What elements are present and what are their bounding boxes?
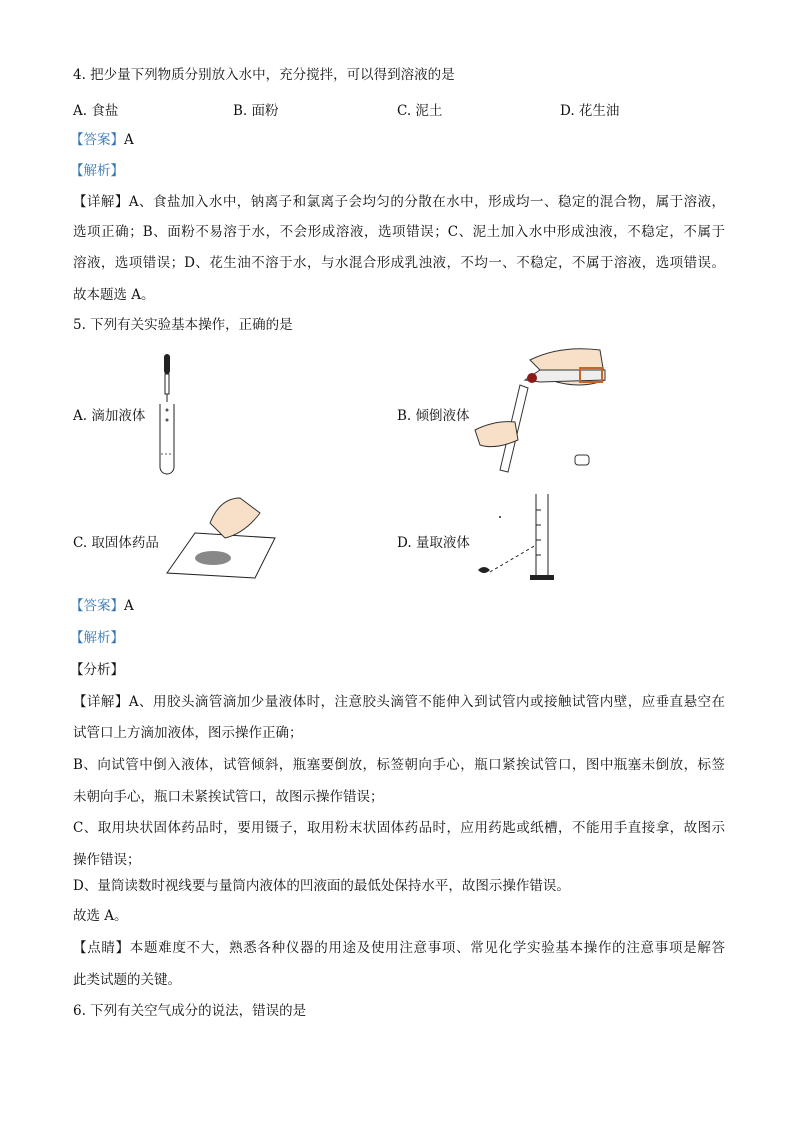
q4-option-d: D. 花生油 xyxy=(560,103,620,119)
q5-detail-line: 未朝向手心，瓶口未紧挨试管口，故图示操作错误； xyxy=(73,789,384,805)
q4-option-b: B. 面粉 xyxy=(233,103,279,119)
q4-detail-line: 故本题选 A。 xyxy=(73,287,155,303)
q4-detail-line: 选项正确；B、面粉不易溶于水，不会形成溶液，选项错误；C、泥土加入水中形成浊液，不稳定，不属于 xyxy=(73,224,725,240)
q6-stem: 6. 下列有关空气成分的说法，错误的是 xyxy=(73,1003,307,1019)
q5-detail-line: 试管口上方滴加液体，图示操作正确； xyxy=(73,725,303,741)
answer-value: A xyxy=(124,132,134,148)
dropper-test-tube-figure xyxy=(150,352,190,477)
q5-option-c: C. 取固体药品 xyxy=(73,535,159,551)
q5-detail-line: 【点睛】本题难度不大，熟悉各种仪器的用途及使用注意事项、常见化学实验基本操作的注意事项是解答 xyxy=(73,940,725,956)
q5-detail-line: C、取用块状固体药品时，要用镊子，取用粉末状固体药品时，应用药匙或纸槽，不能用手直接拿，故图示 xyxy=(73,820,725,836)
q5-option-b: B. 倾倒液体 xyxy=(397,408,470,424)
q4-option-a: A. 食盐 xyxy=(73,103,119,119)
answer-label: 【答案】 xyxy=(70,132,124,148)
answer-value: A xyxy=(124,598,134,614)
q4-detail-line: 【详解】A、食盐加入水中，钠离子和氯离子会均匀的分散在水中，形成均一、稳定的混合物，属于溶液， xyxy=(73,194,725,210)
q5-detail-line: 【详解】A、用胶头滴管滴加少量液体时，注意胶头滴管不能伸入到试管内或接触试管内壁，应垂直悬空在 xyxy=(73,694,725,710)
q4-answer xyxy=(70,131,722,149)
q5-detail-line: 操作错误； xyxy=(73,852,141,868)
q5-stem: 5. 下列有关实验基本操作，正确的是 xyxy=(73,317,293,333)
pouring-liquid-figure xyxy=(470,340,615,480)
answer-label: 【答案】 xyxy=(70,598,124,614)
q5-fenxi-label: 【分析】 xyxy=(70,662,124,678)
q5-analysis-label: 【解析】 xyxy=(70,630,124,646)
q5-option-d: D. 量取液体 xyxy=(397,535,470,551)
graduated-cylinder-figure xyxy=(470,490,570,585)
q4-analysis-label: 【解析】 xyxy=(70,163,124,179)
taking-solid-figure xyxy=(165,493,280,585)
q5-option-a: A. 滴加液体 xyxy=(73,408,146,424)
q5-detail-line: D、量筒读数时视线要与量筒内液体的凹液面的最低处保持水平，故图示操作错误。 xyxy=(73,878,570,894)
q4-option-c: C. 泥土 xyxy=(397,103,443,119)
q5-detail-line: 此类试题的关键。 xyxy=(73,972,181,988)
q4-stem: 4. 把少量下列物质分别放入水中，充分搅拌，可以得到溶液的是 xyxy=(73,67,455,83)
q5-answer xyxy=(70,597,722,615)
q5-detail-line: 故选 A。 xyxy=(73,908,128,924)
q5-detail-line: B、向试管中倒入液体，试管倾斜，瓶塞要倒放，标签朝向手心，瓶口紧挨试管口，图中瓶塞未倒放，标签 xyxy=(73,757,725,773)
q4-detail-line: 溶液，选项错误；D、花生油不溶于水，与水混合形成乳浊液，不均一、不稳定，不属于溶液，选项错误。 xyxy=(73,255,725,271)
